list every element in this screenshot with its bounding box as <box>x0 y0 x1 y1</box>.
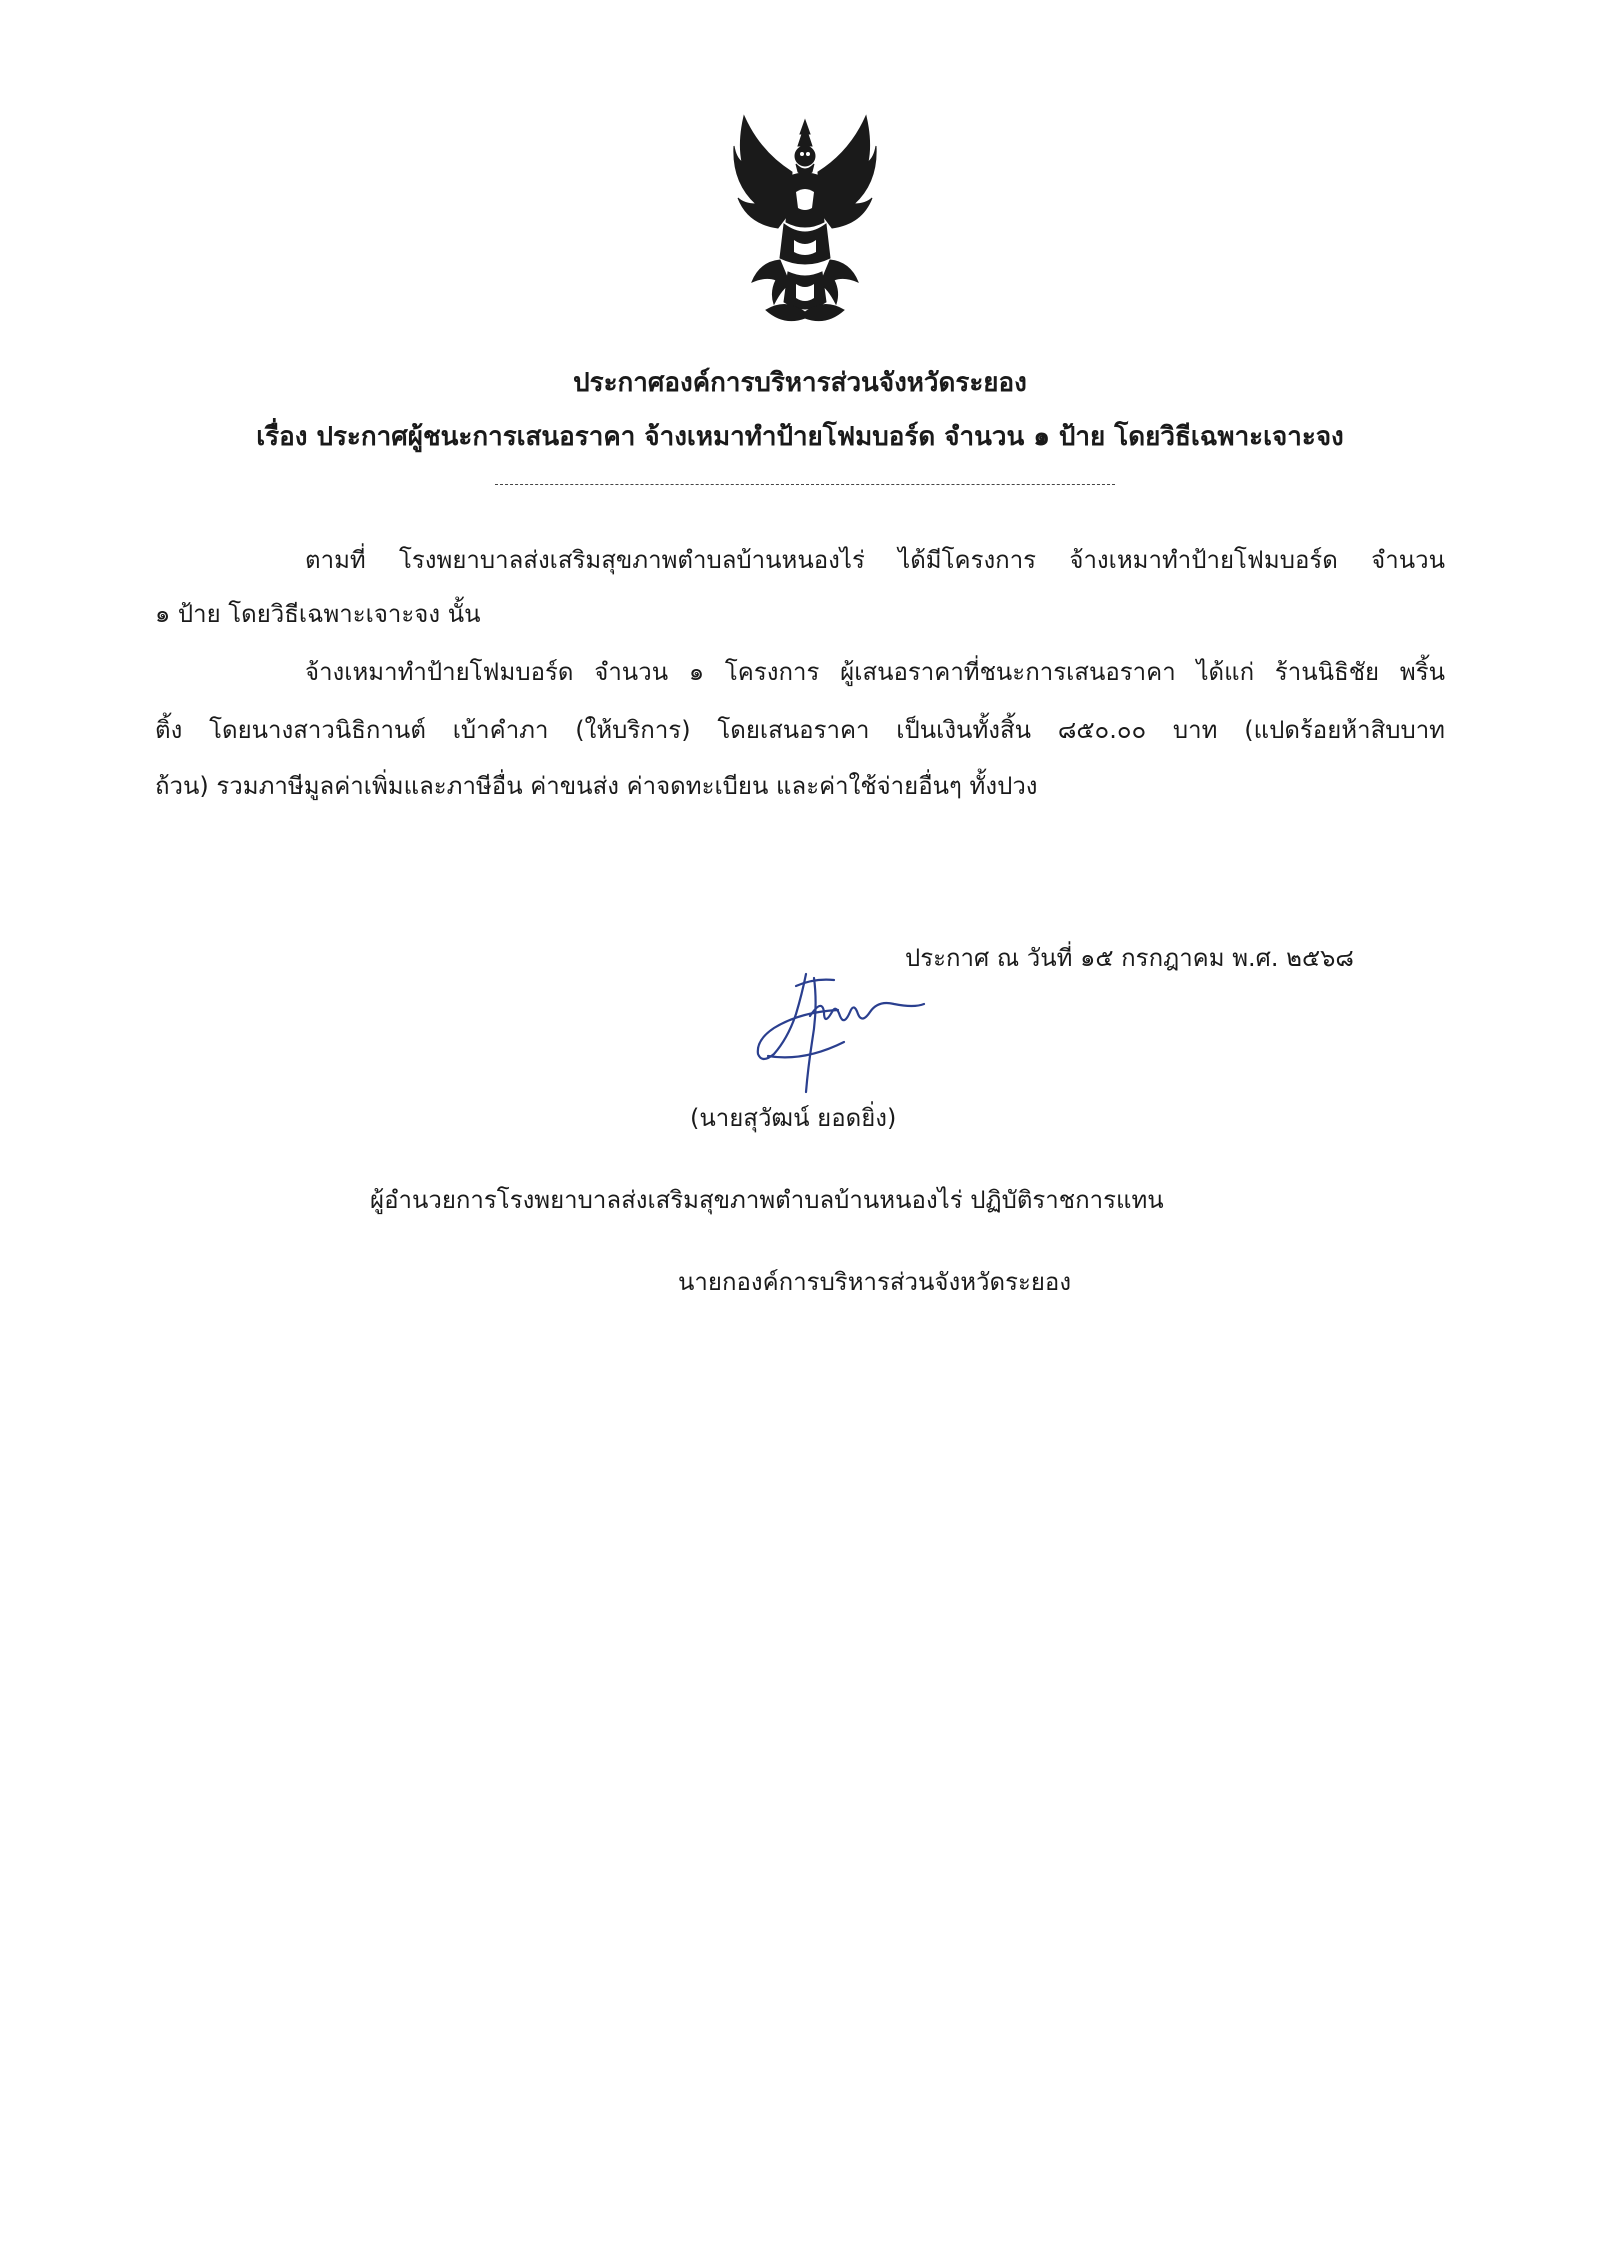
paragraph-2-line-2: ติ้ง โดยนางสาวนิธิกานต์ เบ้าคำภา (ให้บริการ) โดยเสนอราคา เป็นเงินทั้งสิ้น ๘๕๐.๐๐ บาท (แปดร้อยห้าสิบบาท <box>155 716 1445 744</box>
paragraph-2-line-1: จ้างเหมาทำป้ายโฟมบอร์ด จำนวน ๑ โครงการ ผู้เสนอราคาที่ชนะการเสนอราคา ได้แก่ ร้านนิธิชัย พริ้น <box>305 658 1445 686</box>
signer-position-line-2: นายกองค์การบริหารส่วนจังหวัดระยอง <box>678 1268 1072 1296</box>
handwritten-signature <box>744 968 934 1098</box>
paragraph-2-line-3: ถ้วน) รวมภาษีมูลค่าเพิ่มและภาษีอื่น ค่าขนส่ง ค่าจดทะเบียน และค่าใช้จ่ายอื่นๆ ทั้งปวง <box>155 772 1038 800</box>
header-divider <box>495 484 1115 485</box>
announcement-date: ประกาศ ณ วันที่ ๑๕ กรกฎาคม พ.ศ. ๒๕๖๘ <box>905 944 1354 972</box>
announcement-title: ประกาศองค์การบริหารส่วนจังหวัดระยอง <box>573 368 1027 398</box>
signer-position-line-1: ผู้อำนวยการโรงพยาบาลส่งเสริมสุขภาพตำบลบ้านหนองไร่ ปฏิบัติราชการแทน <box>370 1186 1164 1214</box>
announcement-subject: เรื่อง ประกาศผู้ชนะการเสนอราคา จ้างเหมาทำป้ายโฟมบอร์ด จำนวน ๑ ป้าย โดยวิธีเฉพาะเจาะจง <box>256 422 1344 452</box>
paragraph-1-line-2: ๑ ป้าย โดยวิธีเฉพาะเจาะจง นั้น <box>155 600 481 628</box>
signer-name: (นายสุวัฒน์ ยอดยิ่ง) <box>690 1104 897 1132</box>
paragraph-1-line-1: ตามที่ โรงพยาบาลส่งเสริมสุขภาพตำบลบ้านหนองไร่ ได้มีโครงการ จ้างเหมาทำป้ายโฟมบอร์ด จำนวน <box>305 546 1445 574</box>
garuda-emblem-icon <box>730 112 880 332</box>
